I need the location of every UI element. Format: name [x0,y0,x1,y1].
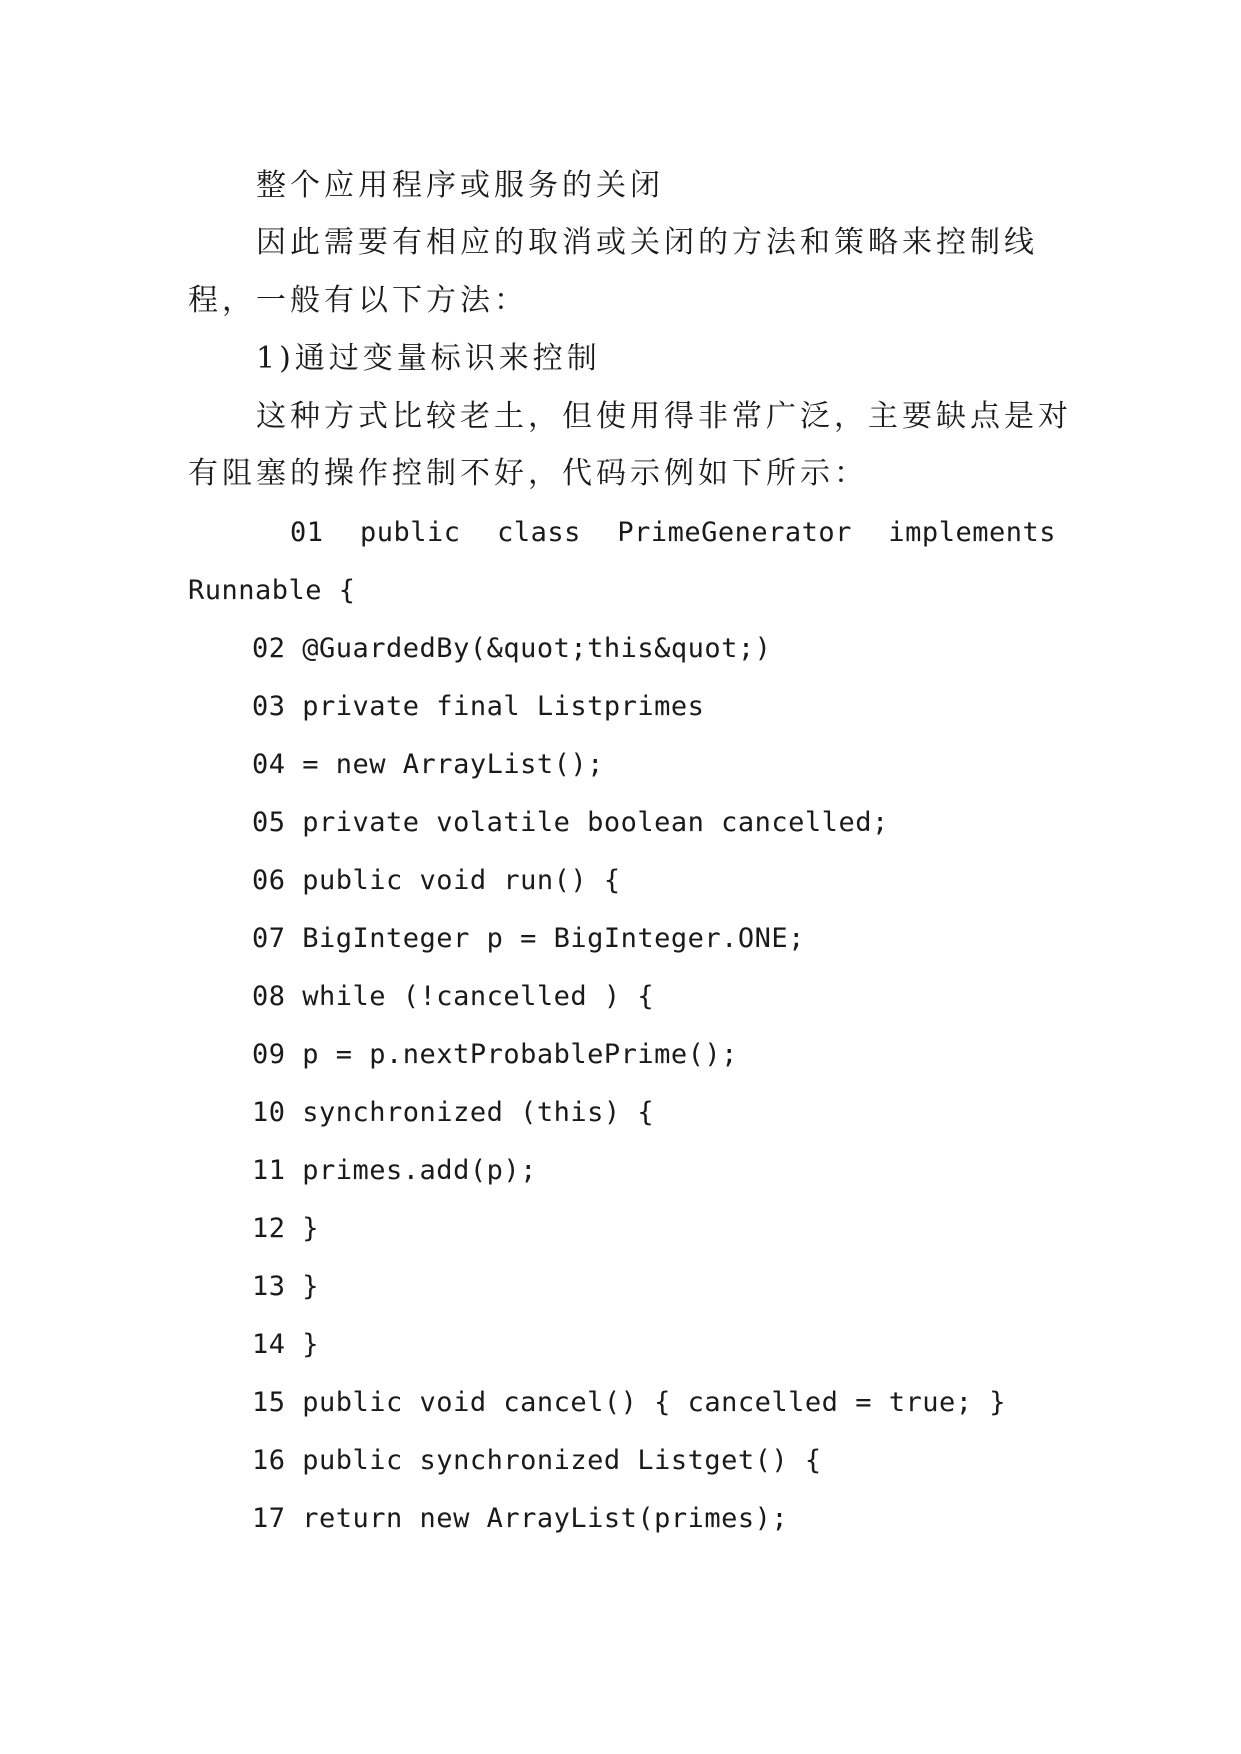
code-line: 17 return new ArrayList(primes); [252,1503,789,1534]
code-line: 03 private final Listprimes [252,691,705,722]
code-line: 15 public void cancel() { cancelled = true; } [252,1387,1006,1418]
code-token: implements [888,517,1056,548]
code-token: 01 [290,517,324,548]
paragraph-line: 这种方式比较老土，但使用得非常广泛，主要缺点是对 [256,399,1072,434]
code-line: 07 BigInteger p = BigInteger.ONE; [252,923,805,954]
paragraph-line: 整个应用程序或服务的关闭 [256,168,664,203]
code-line: 02 @GuardedBy(&quot;this&quot;) [252,633,772,664]
code-line: 13 } [252,1271,320,1302]
paragraph-line: 因此需要有相应的取消或关闭的方法和策略来控制线 [256,225,1038,260]
paragraph-line: 有阻塞的操作控制不好，代码示例如下所示： [188,456,868,491]
code-line: Runnable { [188,575,356,606]
code-token: class [497,517,581,548]
code-line: 16 public synchronized Listget() { [252,1445,822,1476]
code-token: public [360,517,461,548]
code-token: PrimeGenerator [617,517,852,548]
code-line: 06 public void run() { [252,865,621,896]
code-line: 09 p = p.nextProbablePrime(); [252,1039,738,1070]
code-line: 04 = new ArrayList(); [252,749,604,780]
code-line: 08 while (!cancelled ) { [252,981,655,1012]
paragraph-line: 程，一般有以下方法： [188,283,528,318]
code-line: 14 } [252,1329,320,1360]
code-line [290,513,1056,553]
code-line: 12 } [252,1213,320,1244]
paragraph-line: 1)通过变量标识来控制 [256,341,601,376]
code-line: 11 primes.add(p); [252,1155,537,1186]
code-line: 05 private volatile boolean cancelled; [252,807,889,838]
code-line: 10 synchronized (this) { [252,1097,655,1128]
